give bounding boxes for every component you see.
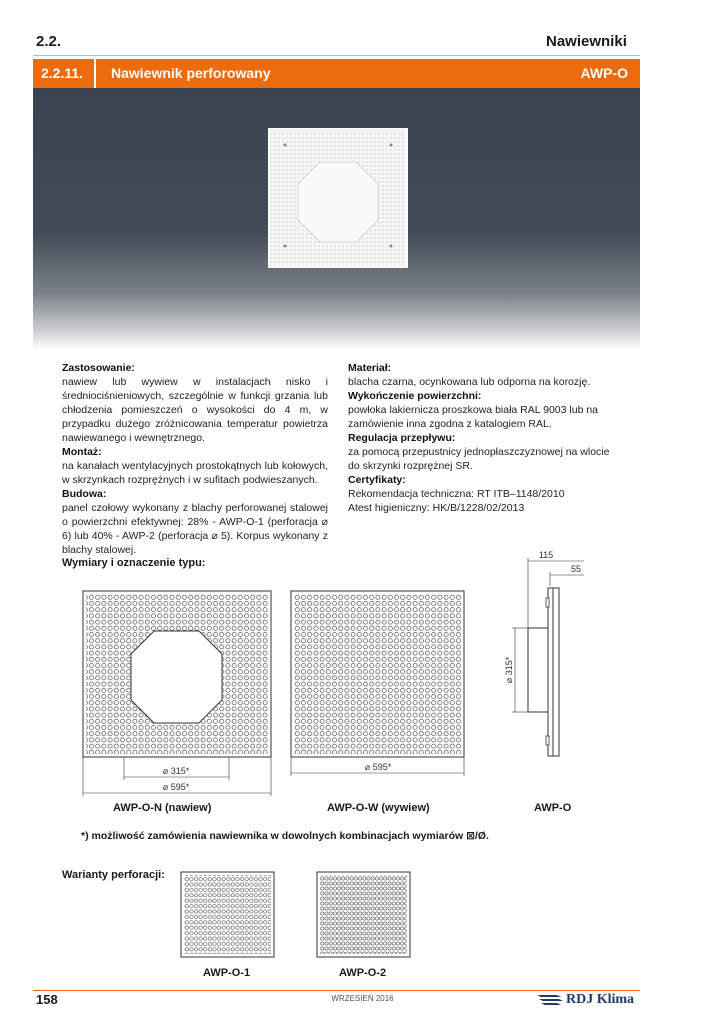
product-title: Nawiewnik perforowany xyxy=(111,65,271,81)
text-material: blacha czarna, ocynkowana lub odporna na korozję. xyxy=(348,376,591,388)
footer-divider xyxy=(33,990,640,991)
heading-wykonczenie: Wykończenie powierzchni: xyxy=(348,390,482,402)
heading-material: Materiał: xyxy=(348,362,392,374)
heading-certyfikaty: Certyfikaty: xyxy=(348,474,406,486)
drawing-awp-o-n xyxy=(76,588,280,800)
drawing-awp-o-w xyxy=(288,588,472,780)
footnote: *) możliwość zamówienia nawiewnika w dowolnych kombinacjach wymiarów ⊠/Ø. xyxy=(81,830,489,842)
caption-awp-o-n: AWP-O-N (nawiew) xyxy=(113,802,212,814)
page-number: 158 xyxy=(36,992,58,1007)
caption-awp-o-2: AWP-O-2 xyxy=(339,967,387,979)
text-certyfikaty: Rekomendacja techniczna: RT ITB–1148/2010 Atest higieniczny: HK/B/1228/02/2013 xyxy=(348,488,565,514)
text-montaz: na kanałach wentylacyjnych prostokątnych lub kołowych, w skrzynkach rozprężnych i w sufitach podwieszanych. xyxy=(62,460,328,486)
text-budowa: panel czołowy wykonany z blachy perforowanej stalowej o powierzchni efektywnej: 28% - AWP-O-1 (perforacja ⌀ 6) lub 40% - AWP-2 (perforacja ⌀ 5). Korpus wykonany z blachy stalowej. xyxy=(62,502,328,556)
dim-315-side-label: ⌀ 315* xyxy=(504,656,514,684)
heading-regulacja: Regulacja przepływu: xyxy=(348,432,456,444)
brand-name: RDJ Klima xyxy=(566,992,635,1007)
text-regulacja: za pomocą przepustnicy jednopłaszczyznowej na wlocie do skrzynki rozprężnej SR. xyxy=(348,446,610,472)
dim-55-label: 55 xyxy=(570,564,582,574)
dim-115-label: 115 xyxy=(538,550,554,560)
text-wykonczenie: powłoka lakiernicza proszkowa biała RAL 9003 lub na zamówienie inna zgodna z katalogiem RAL. xyxy=(348,404,599,430)
grille-photo-illustration xyxy=(33,88,640,350)
drawing-awp-o-side xyxy=(488,546,598,771)
perforation-heading: Warianty perforacji: xyxy=(62,869,165,881)
text-zastosowanie: nawiew lub wywiew w instalacjach nisko i średniociśnieniowych, szczególnie w funkcji grzania lub chłodzenia pomieszczeń o wysokości do 4 m, w przypadku dużego zróżnicowania temperatur powietrza nawiewanego i wewnętrznego. xyxy=(62,376,328,444)
product-title-band xyxy=(33,59,640,88)
caption-awp-o-w: AWP-O-W (wywiew) xyxy=(327,802,430,814)
heading-montaz: Montaż: xyxy=(62,446,102,458)
caption-awp-o: AWP-O xyxy=(534,802,572,814)
section-title: Nawiewniki xyxy=(546,33,627,50)
brand-arrows-icon xyxy=(537,994,563,1006)
heading-budowa: Budowa: xyxy=(62,488,107,500)
description-left xyxy=(62,361,328,557)
product-code: AWP-O xyxy=(580,65,628,81)
dimensions-heading: Wymiary i oznaczenie typu: xyxy=(62,557,206,569)
description-right xyxy=(348,361,616,515)
dim-595-label: ⌀ 595* xyxy=(162,782,190,792)
band-separator xyxy=(94,59,96,88)
dim-595-label-2: ⌀ 595* xyxy=(364,762,392,772)
perforation-awp-o-2 xyxy=(316,871,411,958)
perforation-awp-o-1 xyxy=(180,871,275,958)
section-number: 2.2. xyxy=(36,33,62,50)
header-divider xyxy=(33,55,640,56)
footer-date: WRZESIEŃ 2016 xyxy=(331,994,394,1003)
product-number: 2.2.11. xyxy=(41,65,84,81)
brand-logo xyxy=(537,992,634,1008)
heading-zastosowanie: Zastosowanie: xyxy=(62,362,135,374)
dim-315-label: ⌀ 315* xyxy=(162,766,190,776)
caption-awp-o-1: AWP-O-1 xyxy=(203,967,251,979)
product-photo xyxy=(33,88,640,350)
